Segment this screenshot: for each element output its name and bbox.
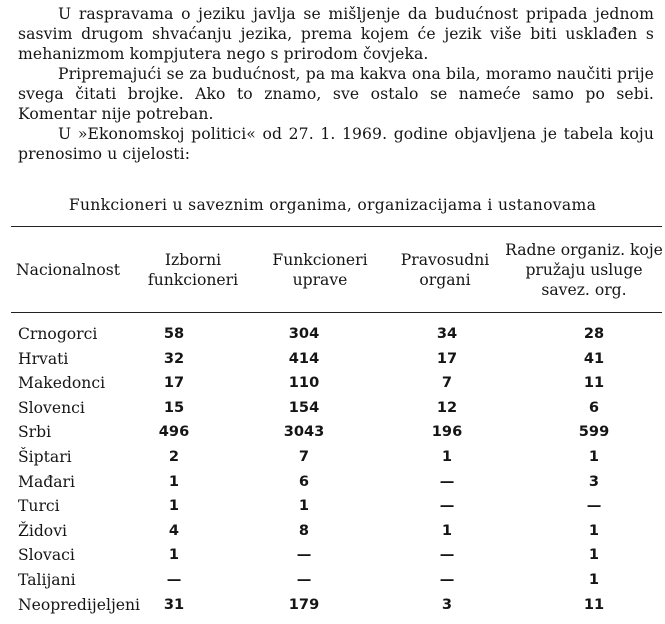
cell-izborni: 2 [168, 447, 180, 465]
table-body [0, 322, 665, 617]
cell-izborni: 31 [163, 595, 185, 613]
table-row [0, 445, 665, 470]
cell-izborni: — [166, 570, 182, 588]
table-row [0, 470, 665, 495]
header-funkcioneri-uprave [254, 232, 386, 308]
cell-pravosudni: 17 [436, 349, 458, 367]
cell-nationality: Mađari [18, 472, 75, 491]
cell-uprave: 1 [298, 497, 310, 515]
cell-izborni: 1 [168, 497, 180, 515]
paragraph-3: U »Ekonomskoj politici« od 27. 1. 1969. godine objavljena je tabela koju prenosimo u cijelosti: [18, 125, 654, 163]
header-radne-organizacije [504, 232, 664, 308]
cell-nationality: Slovenci [18, 398, 85, 417]
cell-uprave: 304 [288, 325, 320, 342]
cell-uprave: 179 [288, 595, 320, 613]
cell-pravosudni: — [439, 497, 455, 515]
table-row [0, 519, 665, 544]
cell-radne-org: 3 [588, 472, 600, 490]
cell-pravosudni: 1 [441, 521, 453, 539]
cell-nationality: Talijani [18, 570, 76, 589]
cell-nationality: Makedonci [18, 374, 106, 393]
table-row [0, 347, 665, 372]
table-top-rule [11, 226, 662, 227]
cell-uprave: 6 [298, 472, 310, 490]
header-izborni-funkcioneri [134, 232, 252, 308]
cell-nationality: Neopredijeljeni [18, 595, 141, 614]
paragraph-1: U raspravama o jeziku javlja se mišljenje da budućnost pripada jednom sasvim drugom shvaćanju jezika, prema kojem će jezik više biti usklađen s mehanizmom kompjutera nego s prirodom čovjeka. [18, 5, 654, 63]
table-row [0, 371, 665, 396]
cell-radne-org: 41 [583, 349, 605, 367]
cell-nationality: Slovaci [18, 546, 75, 565]
table-row [0, 543, 665, 568]
cell-radne-org: — [586, 497, 602, 515]
cell-pravosudni: 7 [441, 374, 453, 392]
cell-radne-org: 11 [583, 374, 605, 392]
cell-radne-org: 1 [588, 570, 600, 588]
header-label: Funkcioneri uprave [272, 251, 368, 289]
cell-radne-org: 1 [588, 546, 600, 564]
table-row [0, 494, 665, 519]
table-row [0, 568, 665, 593]
cell-izborni: 58 [163, 325, 185, 342]
cell-nationality: Šiptari [18, 447, 72, 466]
cell-izborni: 1 [168, 472, 180, 490]
cell-radne-org: 599 [578, 423, 610, 441]
cell-uprave: 8 [298, 521, 310, 539]
table-row [0, 420, 665, 445]
header-nacionalnost [16, 232, 146, 308]
cell-uprave: 3043 [283, 423, 325, 441]
cell-uprave: 154 [288, 398, 320, 416]
cell-nationality: Židovi [18, 521, 67, 540]
cell-uprave: 110 [288, 374, 320, 392]
cell-izborni: 1 [168, 546, 180, 564]
header-label: Radne organiz. koje pružaju usluge savez. org. [505, 241, 663, 299]
cell-pravosudni: 1 [441, 447, 453, 465]
paragraph-2: Pripremajući se za budućnost, pa ma kakva ona bila, moramo naučiti prije svega čitati brojke. Ako to znamo, sve ostalo se nameće samo po sebi. Komentar nije potreban. [18, 65, 654, 123]
table-row [0, 322, 665, 347]
cell-izborni: 15 [163, 398, 185, 416]
cell-pravosudni: — [439, 472, 455, 490]
table-header-rule [11, 312, 662, 313]
cell-izborni: 496 [158, 423, 190, 441]
cell-pravosudni: 12 [436, 398, 458, 416]
cell-pravosudni: 34 [436, 325, 458, 342]
cell-nationality: Turci [18, 497, 60, 516]
header-label: Pravosudni organi [400, 251, 490, 289]
cell-radne-org: 6 [588, 398, 600, 416]
table-row [0, 593, 665, 618]
cell-pravosudni: 3 [441, 595, 453, 613]
header-label: Nacionalnost [16, 261, 121, 279]
header-pravosudni-organi [384, 232, 506, 308]
cell-uprave: 414 [288, 349, 320, 367]
cell-izborni: 17 [163, 374, 185, 392]
cell-pravosudni: 196 [431, 423, 463, 441]
cell-izborni: 4 [168, 521, 180, 539]
cell-radne-org: 28 [583, 325, 605, 342]
cell-uprave: — [296, 546, 312, 564]
cell-pravosudni: — [439, 570, 455, 588]
cell-radne-org: 11 [583, 595, 605, 613]
table-row [0, 396, 665, 421]
cell-radne-org: 1 [588, 521, 600, 539]
cell-pravosudni: — [439, 546, 455, 564]
header-label: Izborni funkcioneri [147, 251, 239, 289]
cell-nationality: Crnogorci [18, 325, 98, 343]
cell-nationality: Srbi [18, 423, 52, 442]
body-text [18, 4, 654, 164]
table-caption: Funkcioneri u saveznim organima, organizacijama i ustanovama [68, 196, 597, 214]
cell-izborni: 32 [163, 349, 185, 367]
cell-uprave: — [296, 570, 312, 588]
cell-radne-org: 1 [588, 447, 600, 465]
cell-nationality: Hrvati [18, 349, 69, 368]
cell-uprave: 7 [298, 447, 310, 465]
